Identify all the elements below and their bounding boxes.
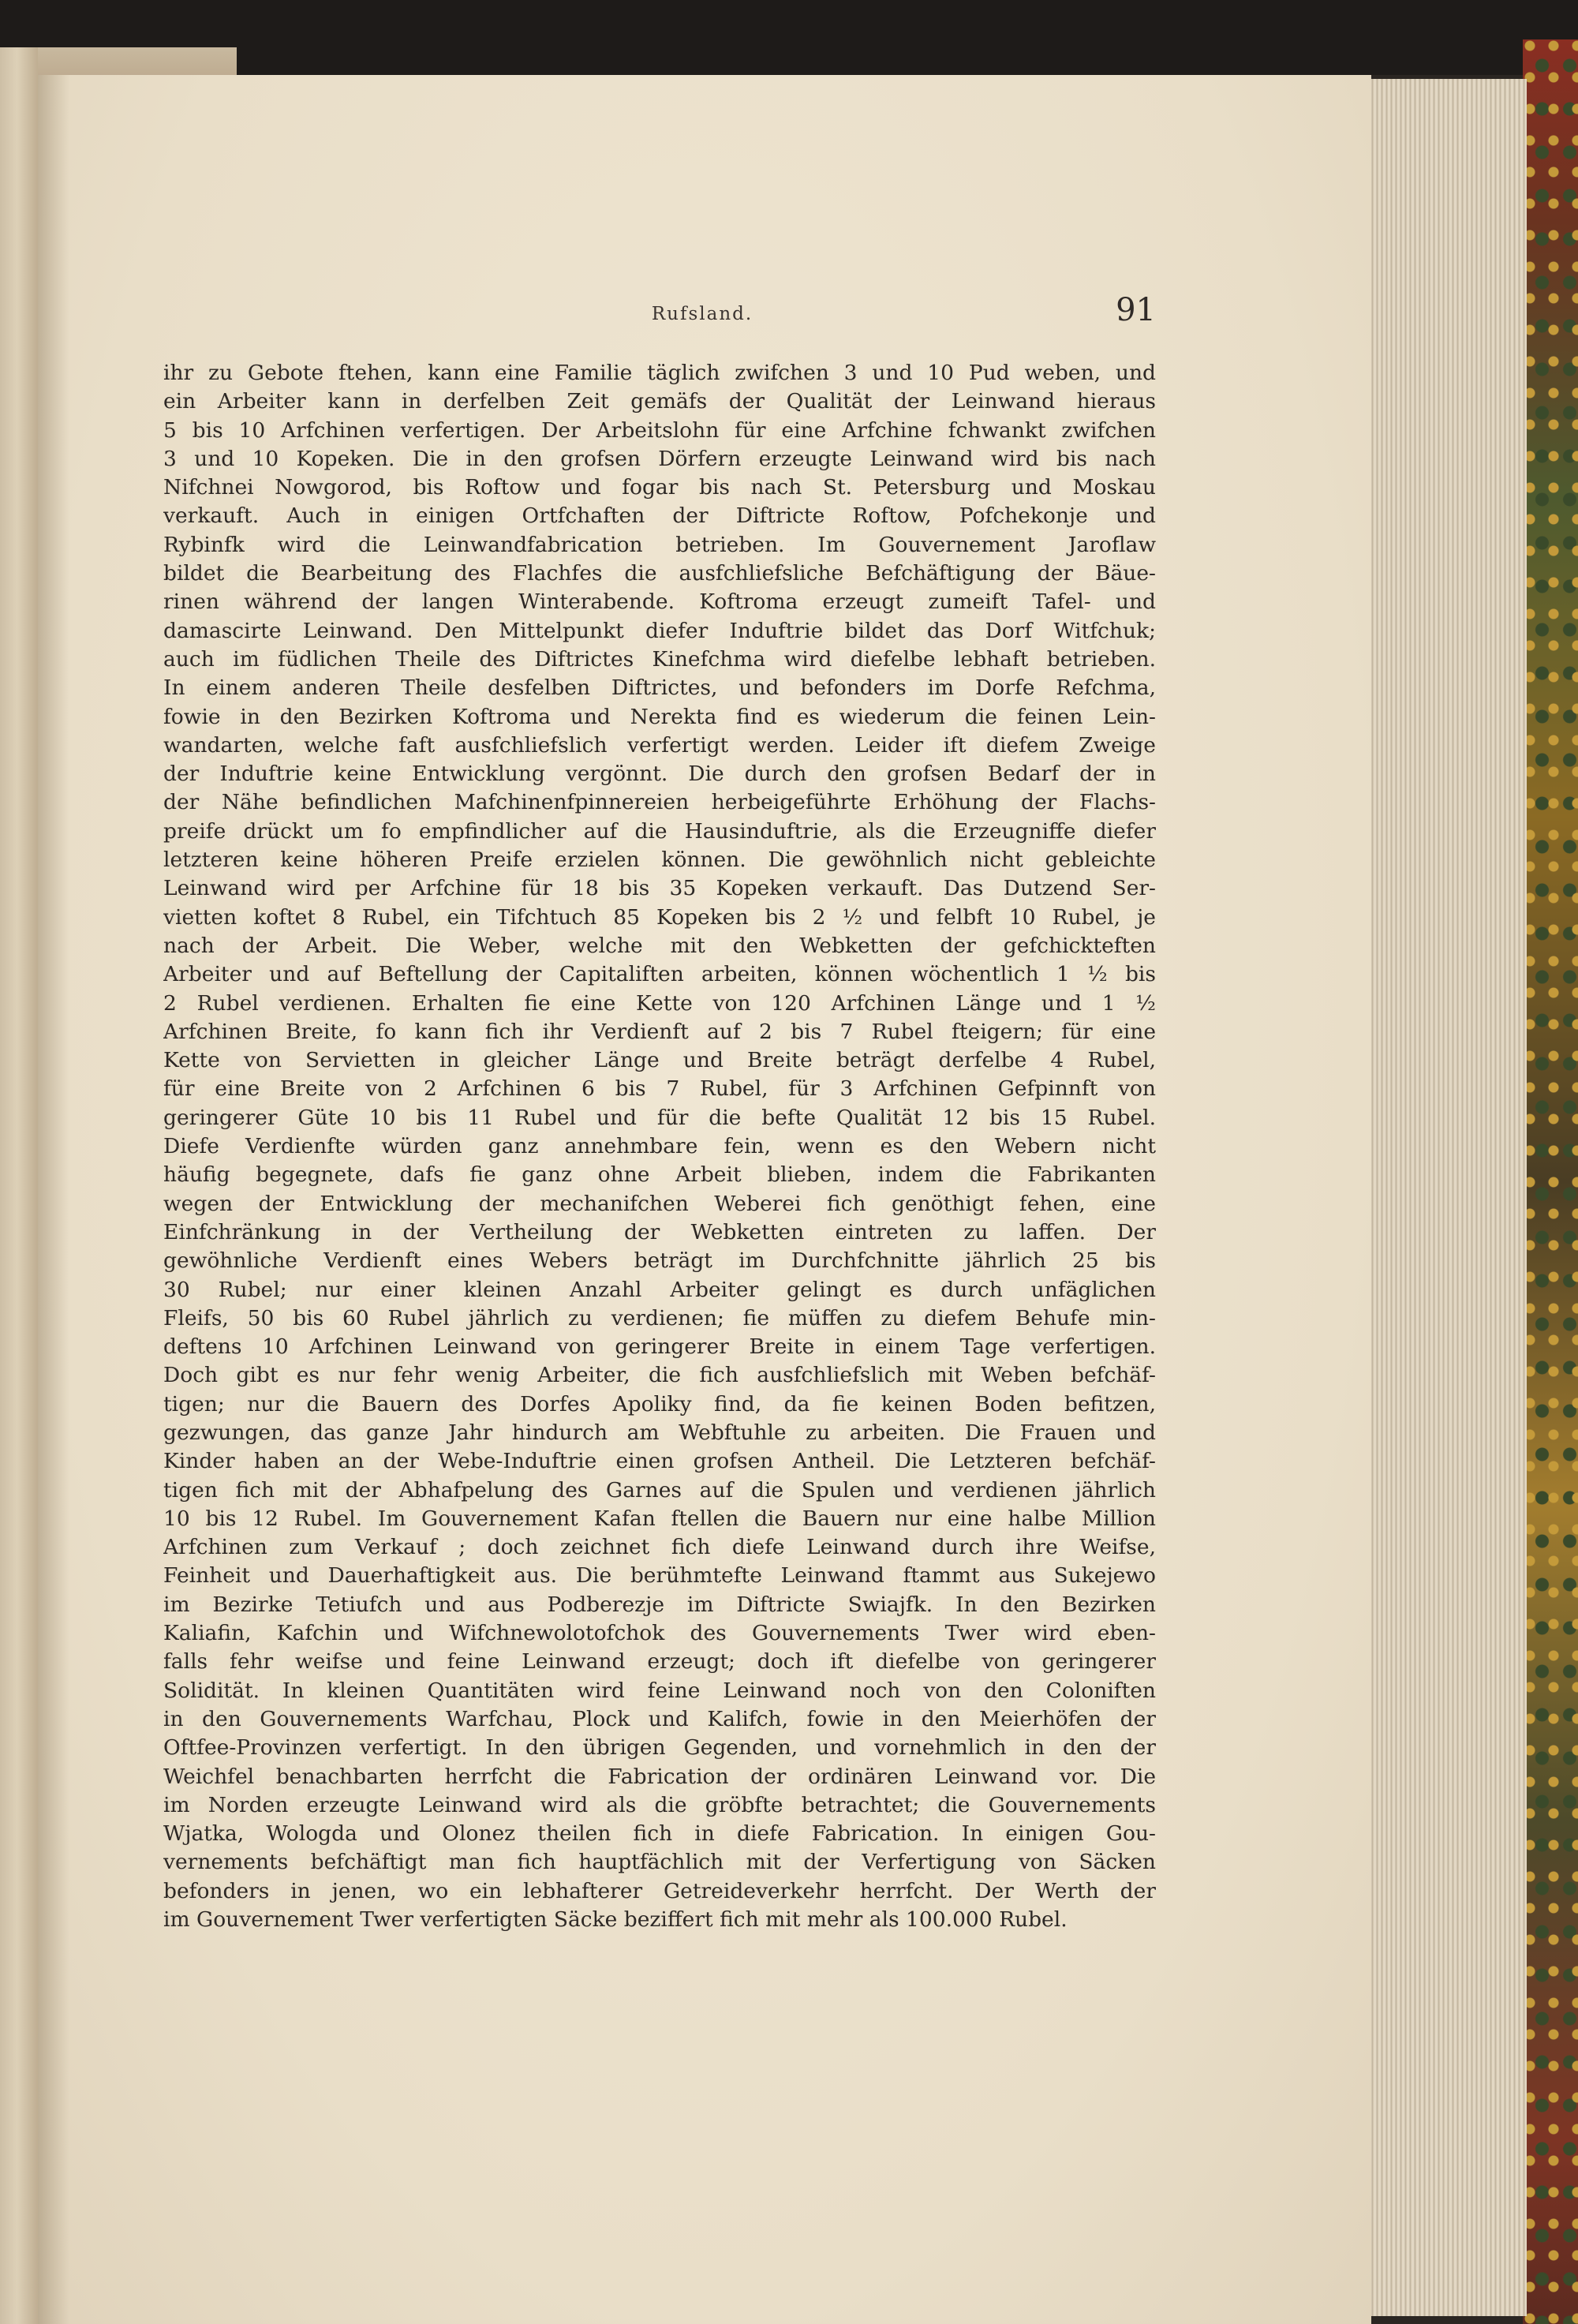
- text-line: wandarten, welche faft ausfchliefslich verfertigt werden. Leider ift diefem Zweige: [163, 732, 1156, 758]
- text-line: auch im füdlichen Theile des Diftrictes Kinefchma wird diefelbe lebhaft betrieben.: [163, 646, 1156, 672]
- page-number: 91: [1116, 292, 1156, 328]
- text-line: tigen fich mit der Abhafpelung des Garnes auf die Spulen und verdienen jährlich: [163, 1477, 1156, 1503]
- text-line: Nifchnei Nowgorod, bis Roftow und fogar bis nach St. Petersburg und Moskau: [163, 475, 1156, 500]
- left-page-edge: [0, 47, 38, 2324]
- text-line: im Norden erzeugte Leinwand wird als die gröbfte betrachtet; die Gouvernements: [163, 1792, 1156, 1817]
- text-line: der Nähe befindlichen Mafchinenfpinnereien herbeigeführte Erhöhung der Flachs-: [163, 790, 1156, 815]
- text-line: Kaliafin, Kafchin und Wifchnewolotofchok des Gouvernements Twer wird eben-: [163, 1621, 1156, 1646]
- text-line: Einfchränkung in der Vertheilung der Webketten eintreten zu laffen. Der: [163, 1219, 1156, 1244]
- text-line: Feinheit und Dauerhaftigkeit aus. Die berühmtefte Leinwand ftammt aus Sukejewo: [163, 1563, 1156, 1589]
- text-line: In einem anderen Theile desfelben Diftrictes, und befonders im Dorfe Refchma,: [163, 675, 1156, 701]
- text-line: bildet die Bearbeitung des Flachfes die ausfchliefsliche Befchäftigung der Bäue-: [163, 561, 1156, 586]
- text-line: im Gouvernement Twer verfertigten Säcke beziffert fich mit mehr als 100.000 Rubel.: [163, 1907, 1068, 1933]
- text-line: Doch gibt es nur fehr wenig Arbeiter, die fich ausfchliefslich mit Weben befchäf-: [163, 1363, 1156, 1388]
- text-line: Rybinfk wird die Leinwandfabrication betrieben. Im Gouvernement Jaroflaw: [163, 532, 1156, 557]
- text-line: häufig begegnete, dafs fie ganz ohne Arbeit blieben, indem die Fabrikanten: [163, 1162, 1156, 1188]
- text-line: rinen während der langen Winterabende. Koftroma erzeugt zumeift Tafel- und: [163, 589, 1156, 615]
- text-line: im Bezirke Tetiufch und aus Podberezje im Diftricte Swiajfk. In den Bezirken: [163, 1592, 1156, 1617]
- text-line: 2 Rubel verdienen. Erhalten fie eine Kette von 120 Arfchinen Länge und 1 ½: [163, 990, 1156, 1016]
- text-line: Arfchinen Breite, fo kann fich ihr Verdienft auf 2 bis 7 Rubel fteigern; für eine: [163, 1019, 1156, 1044]
- text-line: 3 und 10 Kopeken. Die in den grofsen Dörfern erzeugte Leinwand wird bis nach: [163, 446, 1156, 471]
- text-line: Diefe Verdienfte würden ganz annehmbare fein, wenn es den Webern nicht: [163, 1134, 1156, 1159]
- text-line: verkauft. Auch in einigen Ortfchaften der Diftricte Roftow, Pofchekonje und: [163, 503, 1156, 529]
- marbled-cover: [1523, 39, 1578, 2324]
- text-line: deftens 10 Arfchinen Leinwand von geringerer Breite in einem Tage verfertigen.: [163, 1334, 1156, 1360]
- text-line: Kinder haben an der Webe-Induftrie einen grofsen Antheil. Die Letzteren befchäf-: [163, 1449, 1156, 1474]
- text-line: letzteren keine höheren Preife erzielen können. Die gewöhnlich nicht gebleichte: [163, 848, 1156, 873]
- text-line: damascirte Leinwand. Den Mittelpunkt diefer Induftrie bildet das Dorf Witfchuk;: [163, 618, 1156, 643]
- text-line: der Induftrie keine Entwicklung vergönnt. Die durch den grofsen Bedarf der in: [163, 762, 1156, 787]
- running-head: Rufsland.: [651, 304, 753, 324]
- text-line: in den Gouvernements Warfchau, Plock und Kalifch, fowie in den Meierhöfen der: [163, 1706, 1156, 1731]
- text-line: vietten koftet 8 Rubel, ein Tifchtuch 85 Kopeken bis 2 ½ und felbft 10 Rubel, je: [163, 904, 1156, 930]
- text-line: Fleifs, 50 bis 60 Rubel jährlich zu verdienen; fie müffen zu diefem Behufe min-: [163, 1305, 1156, 1330]
- text-line: Kette von Servietten in gleicher Länge und Breite beträgt derfelbe 4 Rubel,: [163, 1048, 1156, 1073]
- text-line: ihr zu Gebote ftehen, kann eine Familie täglich zwifchen 3 und 10 Pud weben, und: [163, 361, 1156, 385]
- text-line: Oftfee-Provinzen verfertigt. In den übrigen Gegenden, und vornehmlich in den der: [163, 1735, 1156, 1761]
- text-line: für eine Breite von 2 Arfchinen 6 bis 7 Rubel, für 3 Arfchinen Gefpinnft von: [163, 1076, 1156, 1102]
- text-line: ein Arbeiter kann in derfelben Zeit gemäfs der Qualität der Leinwand hieraus: [163, 389, 1156, 414]
- text-line: nach der Arbeit. Die Weber, welche mit den Webketten der gefchickteften: [163, 933, 1156, 958]
- text-line: vernements befchäftigt man fich hauptfächlich mit der Verfertigung von Säcken: [163, 1850, 1156, 1875]
- text-line: 10 bis 12 Rubel. Im Gouvernement Kafan ftellen die Bauern nur eine halbe Million: [163, 1506, 1156, 1531]
- gutter-shadow: [38, 75, 69, 2324]
- text-line: tigen; nur die Bauern des Dorfes Apoliky find, da fie keinen Boden befitzen,: [163, 1391, 1156, 1416]
- text-line: Weichfel benachbarten herrfcht die Fabrication der ordinären Leinwand vor. Die: [163, 1764, 1156, 1789]
- text-line: gewöhnliche Verdienft eines Webers beträgt im Durchfchnitte jährlich 25 bis: [163, 1248, 1156, 1274]
- page-stack-edge: [1369, 79, 1527, 2316]
- text-line: preife drückt um fo empfindlicher auf die Hausinduftrie, als die Erzeugniffe diefer: [163, 818, 1156, 844]
- text-line: Arfchinen zum Verkauf ; doch zeichnet fich diefe Leinwand durch ihre Weifse,: [163, 1535, 1156, 1560]
- text-line: geringerer Güte 10 bis 11 Rubel und für die befte Qualität 12 bis 15 Rubel.: [163, 1105, 1156, 1130]
- text-line: 5 bis 10 Arfchinen verfertigen. Der Arbeitslohn für eine Arfchine fchwankt zwifchen: [163, 417, 1156, 443]
- background-strip: [0, 0, 1578, 75]
- text-line: Wjatka, Wologda und Olonez theilen fich in diefe Fabrication. In einigen Gou-: [163, 1821, 1156, 1847]
- text-line: wegen der Entwicklung der mechanifchen Weberei fich genöthigt fehen, eine: [163, 1191, 1156, 1216]
- text-line: fowie in den Bezirken Koftroma und Nerekta find es wiederum die feinen Lein-: [163, 704, 1156, 729]
- text-line: gezwungen, das ganze Jahr hindurch am Webftuhle zu arbeiten. Die Frauen und: [163, 1420, 1156, 1445]
- text-line: falls fehr weifse und feine Leinwand erzeugt; doch ift diefelbe von geringerer: [163, 1649, 1156, 1675]
- text-line: Solidität. In kleinen Quantitäten wird feine Leinwand noch von den Coloniften: [163, 1678, 1156, 1703]
- text-line: befonders in jenen, wo ein lebhafterer Getreideverkehr herrfcht. Der Werth der: [163, 1878, 1156, 1903]
- text-line: Arbeiter und auf Beftellung der Capitaliften arbeiten, können wöchentlich 1 ½ bis: [163, 962, 1156, 987]
- text-line: Leinwand wird per Arfchine für 18 bis 35 Kopeken verkauft. Das Dutzend Ser-: [163, 876, 1156, 901]
- text-line: 30 Rubel; nur einer kleinen Anzahl Arbeiter gelingt es durch unfäglichen: [163, 1277, 1156, 1302]
- body-text: [163, 359, 1156, 1934]
